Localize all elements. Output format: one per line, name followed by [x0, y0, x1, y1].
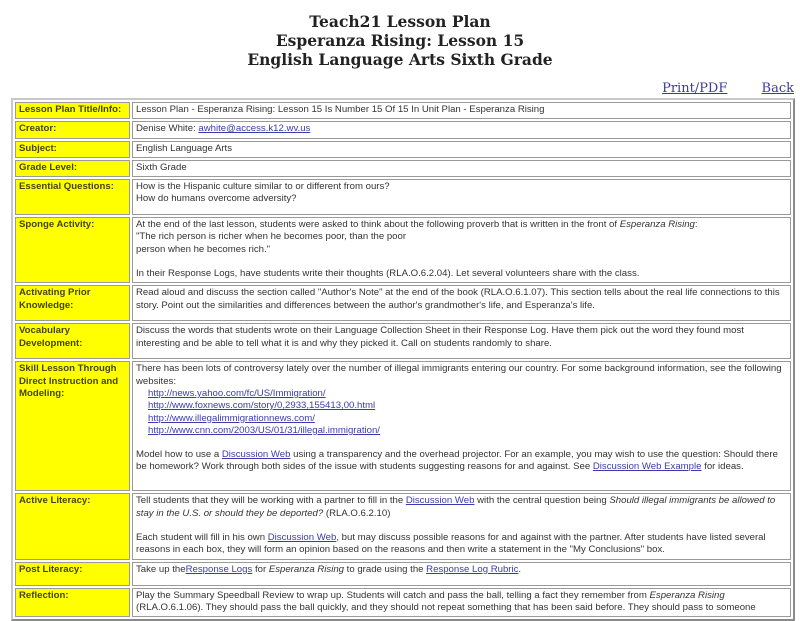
row-label: Creator:: [15, 121, 130, 138]
response-logs-link[interactable]: Response Logs: [185, 563, 253, 575]
row-value: Sixth Grade: [132, 160, 791, 177]
row-label: Reflection:: [15, 588, 130, 618]
row-label: Subject:: [15, 141, 130, 158]
sponge-intro: At the end of the last lesson, students were asked to think about the following proverb that is written in the front of Esperanza Rising:: [136, 219, 698, 231]
row-label: Vocabulary Development:: [15, 323, 130, 359]
spacer: [136, 256, 787, 268]
central-question: Should illegal immigrants be allowed to stay in the U.S. or should they be deported?: [136, 495, 776, 519]
row-label: Skill Lesson Through Direct Instruction and Modeling:: [15, 361, 130, 491]
table-row-title-info: [15, 102, 791, 119]
row-value: Take up theResponse Logs for Esperanza Rising to grade using the Response Log Rubric.: [132, 562, 791, 586]
website-links: [136, 388, 787, 437]
table-row-activating-prior-knowledge: [15, 285, 791, 321]
book-title: Esperanza Rising: [268, 563, 345, 575]
row-value: Lesson Plan - Esperanza Rising: Lesson 15 Is Number 15 Of 15 In Unit Plan - Esperanza Rising: [132, 102, 791, 119]
website-link-yahoo[interactable]: http://news.yahoo.com/fc/US/Immigration/: [148, 387, 326, 399]
website-link-illegalimmigrationnews[interactable]: http://www.illegalimmigrationnews.com/: [148, 412, 315, 424]
row-label: Grade Level:: [15, 160, 130, 177]
active-literacy-p1: Tell students that they will be working with a partner to fill in the Discussion Web with the central question being Should illegal immigrants be allowed to stay in the U.S. or should they be deported? (RLA.O.6.2.10): [136, 495, 776, 519]
response-log-rubric-link[interactable]: Response Log Rubric: [426, 563, 519, 575]
row-value: Play the Summary Speedball Review to wrap up. Students will catch and pass the ball, telling a fact they remember from Esperanza Rising (RLA.O.6.1.06). They should pass the ball quickly, and they should not repeat something that has been said before. They should pass to someone: [132, 588, 791, 618]
row-label: Active Literacy:: [15, 493, 130, 559]
proverb-line-1: "The rich person is richer when he becomes poor, than the poor: [136, 231, 407, 243]
sponge-instructions: In their Response Logs, have students write their thoughts (RLA.O.6.2.04). Let several volunteers share with the class.: [136, 268, 640, 280]
table-row-vocabulary-development: [15, 323, 791, 359]
row-label: Post Literacy:: [15, 562, 130, 586]
discussion-web-link[interactable]: Discussion Web: [267, 531, 337, 543]
model-instructions: Model how to use a Discussion Web using a transparency and the overhead projector. For an example, you may wish to use the question: Should there be homework? Work through both sides of the issue with students suggesting reasons for and against. See Discussion Web Example for ideas.: [136, 449, 778, 473]
creator-email-link[interactable]: awhite@access.k12.wv.us: [198, 123, 311, 135]
question-1: How is the Hispanic culture similar to or different from ours?: [136, 181, 390, 193]
table-row-subject: [15, 141, 791, 158]
discussion-web-link[interactable]: Discussion Web: [221, 449, 291, 461]
table-row-creator: [15, 121, 791, 138]
row-value: [132, 217, 791, 283]
top-links: [632, 81, 794, 96]
table-row-sponge-activity: [15, 217, 791, 283]
spacer: [136, 520, 787, 532]
table-row-skill-lesson: [15, 361, 791, 491]
site-title: Teach21 Lesson Plan: [309, 12, 491, 31]
website-link-foxnews[interactable]: http://www.foxnews.com/story/0,2933,155413,00.html: [148, 400, 376, 412]
course-title: English Language Arts Sixth Grade: [247, 50, 553, 69]
table-row-essential-questions: [15, 179, 791, 215]
lesson-title: Esperanza Rising: Lesson 15: [275, 31, 525, 50]
row-value: Read aloud and discuss the section called "Author's Note" at the end of the book (RLA.O.6.1.07). This section tells about the real life connections to this story. Point out the similarities and differences between the author's grandmother's life, and Esperanza's life.: [132, 285, 791, 321]
table-row-grade: [15, 160, 791, 177]
page-header: [0, 0, 800, 69]
row-value: [132, 179, 791, 215]
row-value: [132, 493, 791, 559]
row-value: [132, 121, 791, 138]
spacer: [136, 437, 787, 449]
row-value: English Language Arts: [132, 141, 791, 158]
print-pdf-link[interactable]: Print/PDF: [662, 81, 728, 96]
question-2: How do humans overcome adversity?: [136, 193, 297, 205]
table-row-post-literacy: [15, 562, 791, 586]
creator-name: Denise White:: [136, 123, 199, 135]
row-label: Sponge Activity:: [15, 217, 130, 283]
back-link[interactable]: Back: [761, 81, 794, 96]
table-row-reflection: [15, 588, 791, 618]
proverb-line-2: person when he becomes rich.": [136, 243, 271, 255]
row-value: Discuss the words that students wrote on their Language Collection Sheet in their Response Log. Have them pick out the word they found most interesting and be able to tell what it is and why they picked it. Call on students randomly to share.: [132, 323, 791, 359]
row-label: Activating Prior Knowledge:: [15, 285, 130, 321]
skill-intro: There has been lots of controversy lately over the number of illegal immigrants entering our country. For some background information, see the following websites:: [136, 363, 782, 387]
table-row-active-literacy: [15, 493, 791, 559]
discussion-web-link[interactable]: Discussion Web: [405, 495, 475, 507]
website-link-cnn[interactable]: http://www.cnn.com/2003/US/01/31/illegal.immigration/: [148, 424, 380, 436]
book-title: Esperanza Rising: [649, 589, 725, 601]
row-value: [132, 361, 791, 491]
book-title: Esperanza Rising: [619, 219, 695, 231]
active-literacy-p2: Each student will fill in his own Discussion Web, but may discuss possible reasons for and against with the partner. After students have listed several reasons in each box, they will form an opinion based on the reasons and then write a statement in the "My Conclusions" box.: [136, 531, 766, 556]
row-label: Essential Questions:: [15, 179, 130, 215]
row-label: Lesson Plan Title/Info:: [15, 102, 130, 119]
discussion-web-example-link[interactable]: Discussion Web Example: [592, 461, 702, 473]
lesson-plan-table: [11, 98, 795, 621]
